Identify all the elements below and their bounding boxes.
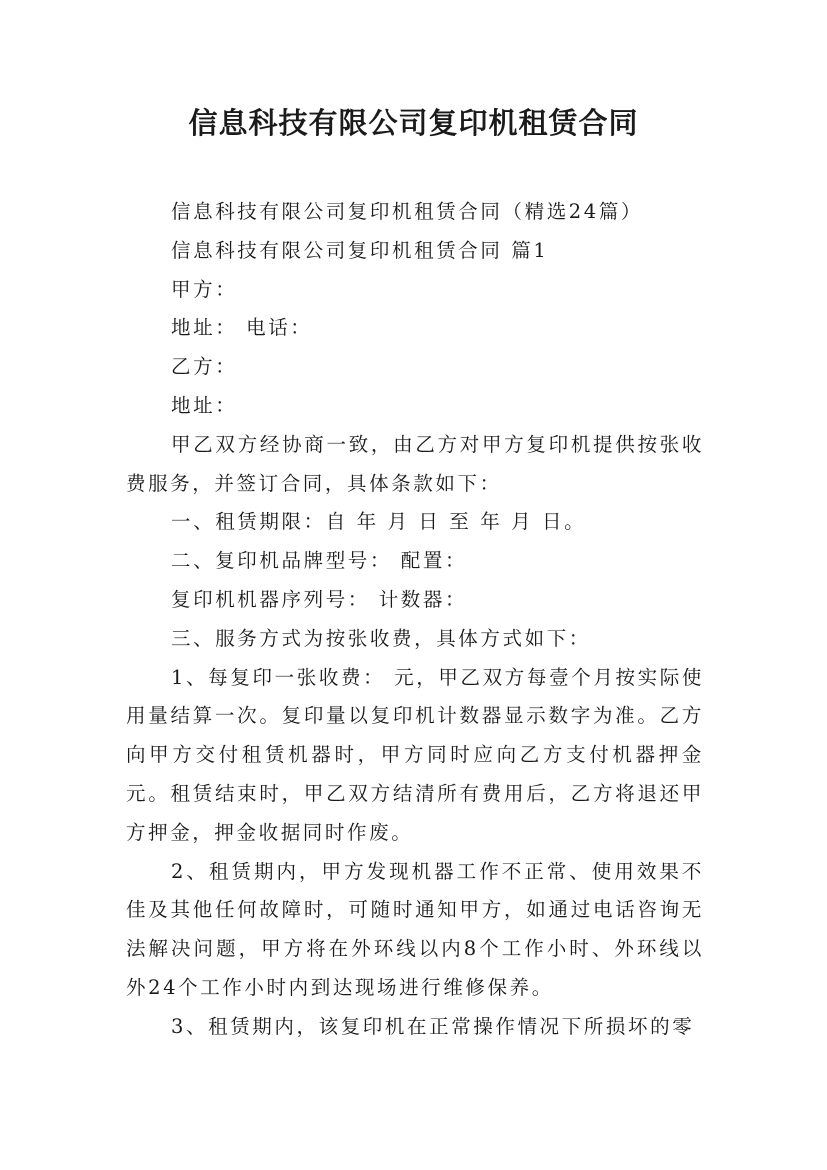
item-1-paragraph: 1、每复印一张收费： 元，甲乙双方每壹个月按实际使用量结算一次。复印量以复印机计数器显示数字为准。乙方向甲方交付租赁机器时，甲方同时应向乙方支付机器押金 元。租赁结束时，甲乙双方结清所有费用后，乙方将退还甲方押金，押金收据同时作废。	[126, 665, 704, 844]
section-heading: 信息科技有限公司复印机租赁合同 篇1	[171, 238, 549, 262]
party-b-label: 乙方：	[171, 355, 238, 379]
party-a-address: 地址： 电话：	[171, 316, 313, 340]
clause-1-term: 一、租赁期限：自 年 月 日 至 年 月 日。	[171, 510, 587, 534]
party-a-label: 甲方：	[171, 277, 238, 301]
party-b-address: 地址：	[171, 393, 238, 417]
document-body	[126, 193, 704, 1047]
clause-2-serial: 复印机机器序列号： 计数器：	[171, 587, 468, 611]
item-2-paragraph: 2、租赁期内，甲方发现机器工作不正常、使用效果不佳及其他任何故障时，可随时通知甲方，如通过电话咨询无法解决问题，甲方将在外环线以内8个工作小时、外环线以外24个工作小时内到达现场进行维修保养。	[126, 859, 704, 999]
intro-paragraph: 甲乙双方经协商一致，由乙方对甲方复印机提供按张收费服务，并签订合同，具体条款如下：	[126, 432, 704, 495]
document-title: 信息科技有限公司复印机租赁合同	[188, 106, 639, 140]
subtitle-paragraph: 信息科技有限公司复印机租赁合同（精选24篇）	[171, 200, 644, 223]
clause-2-model: 二、复印机品牌型号： 配置：	[171, 549, 468, 573]
item-3-paragraph: 3、租赁期内，该复印机在正常操作情况下所损坏的零	[171, 1014, 695, 1038]
clause-3-service: 三、服务方式为按张收费，具体方式如下：	[171, 626, 591, 650]
